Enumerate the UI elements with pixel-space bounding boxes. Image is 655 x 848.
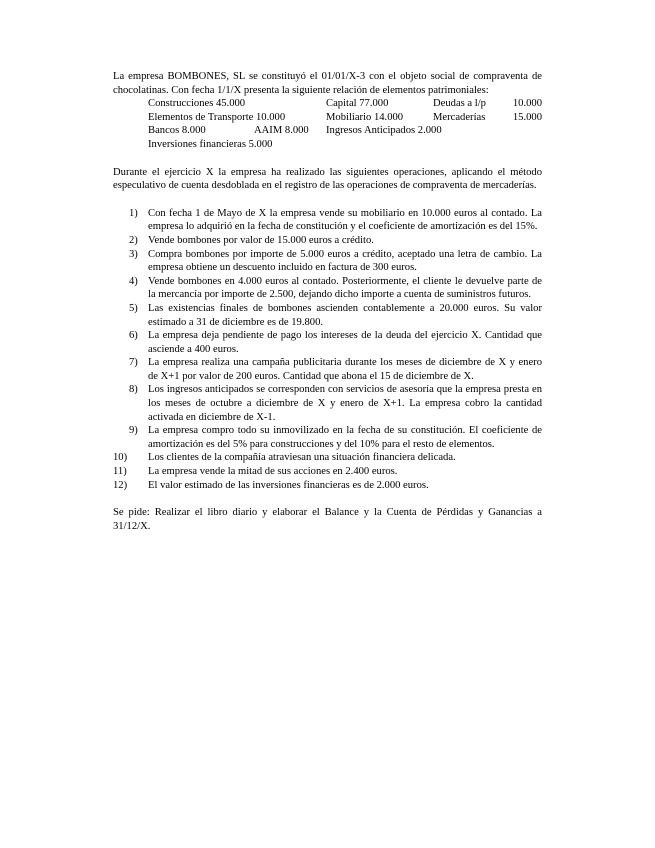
element-transporte: Elementos de Transporte 10.000 [148,111,286,123]
item-number: 12) [113,479,128,491]
list-item [129,302,542,329]
list-item [113,465,542,479]
item-number: 11) [113,466,127,478]
element-mercaderias [433,111,542,125]
intro-paragraph: La empresa BOMBONES, SL se constituyó el 01/01/X-3 con el objeto social de compraventa de chocolatinas. Con fecha 1/1/X presenta la siguiente relación de elementos patrimoniales: [113,71,542,96]
element-deudas [433,97,542,111]
item-number: 1) [129,207,138,219]
item-number: 8) [129,384,138,396]
item-text: Los ingresos anticipados se corresponden con servicios de asesoría que la empresa presta en los meses de octubre a diciembre de X y enero de X+1. La empresa cobro la cantidad activada en diciembre de X-1. [148,384,542,423]
list-item [129,383,542,424]
list-item [129,356,542,383]
item-text: La empresa vende la mitad de sus acciones en 2.400 euros. [148,466,398,478]
item-number: 7) [129,357,138,369]
elements-row [148,111,542,125]
element-label: Mercaderías [433,111,486,123]
patrimonial-elements [148,97,542,151]
requirement-paragraph: Se pide: Realizar el libro diario y elaborar el Balance y la Cuenta de Pérdidas y Ganancias a 31/12/X. [113,507,542,532]
element-inversiones: Inversiones financieras 5.000 [148,138,273,150]
item-number: 9) [129,425,138,437]
item-number: 4) [129,275,138,287]
list-item [129,207,542,234]
operations-intro: Durante el ejercicio X la empresa ha realizado las siguientes operaciones, aplicando el método especulativo de cuenta desdoblada en el registro de las operaciones de compraventa de mercaderías. [113,166,542,192]
list-item [129,275,542,302]
element-mobiliario: Mobiliario 14.000 [326,111,404,123]
element-construcciones: Construcciones 45.000 [148,98,246,110]
item-number: 3) [129,248,138,260]
element-bancos: Bancos 8.000 [148,125,206,137]
element-value: 10.000 [512,98,542,110]
item-text: Vende bombones por valor de 15.000 euros a crédito. [148,234,374,246]
item-text: Las existencias finales de bombones ascienden contablemente a 20.000 euros. Su valor estimado a 31 de diciembre es de 19.800. [148,302,542,328]
item-text: La empresa compro todo su inmovilizado en la fecha de su constitución. El coeficiente de amortización es del 5% para construcciones y del 10% para el resto de elementos. [148,425,542,450]
item-text: Los clientes de la compañía atraviesan una situación financiera delicada. [148,452,456,464]
item-number: 6) [129,330,138,342]
item-text: Compra bombones por importe de 5.000 euros a crédito, aceptado una letra de cambio. La empresa obtiene un descuento incluido en factura de 300 euros. [148,248,542,274]
list-item [129,329,542,356]
item-text: El valor estimado de las inversiones financieras es de 2.000 euros. [148,479,429,491]
elements-row [148,138,542,152]
item-text: La empresa realiza una campaña publicitaria durante los meses de diciembre de X y enero de X+1 por valor de 200 euros. Cantidad que abona el 15 de diciembre de X. [148,357,542,382]
list-item [129,424,542,451]
item-number: 2) [129,234,138,246]
element-value: 15.000 [512,111,542,123]
element-capital: Capital 77.000 [326,98,389,110]
document-page [113,70,542,533]
element-label: Deudas a l/p [433,98,486,110]
list-item [129,234,542,248]
operations-list [113,207,542,492]
item-number: 5) [129,302,138,314]
element-ingresos-anticipados: Ingresos Anticipados 2.000 [326,125,442,137]
item-number: 10) [113,452,128,464]
elements-row [148,124,542,138]
item-text: Vende bombones en 4.000 euros al contado. Posteriormente, el cliente le devuelve parte de la mercancía por importe de 2.500, dejando dicho importe a cuenta de suministros futuros. [148,275,542,301]
element-aaim: AAIM 8.000 [254,125,309,137]
item-text: La empresa deja pendiente de pago los intereses de la deuda del ejercicio X. Cantidad que asciende a 400 euros. [148,330,542,355]
elements-row [148,97,542,111]
list-item [113,451,542,465]
list-item [129,248,542,275]
item-text: Con fecha 1 de Mayo de X la empresa vende su mobiliario en 10.000 euros al contado. La empresa lo adquirió en la fecha de constitución y el coeficiente de amortización es del 15%. [148,207,542,233]
list-item [113,479,542,493]
